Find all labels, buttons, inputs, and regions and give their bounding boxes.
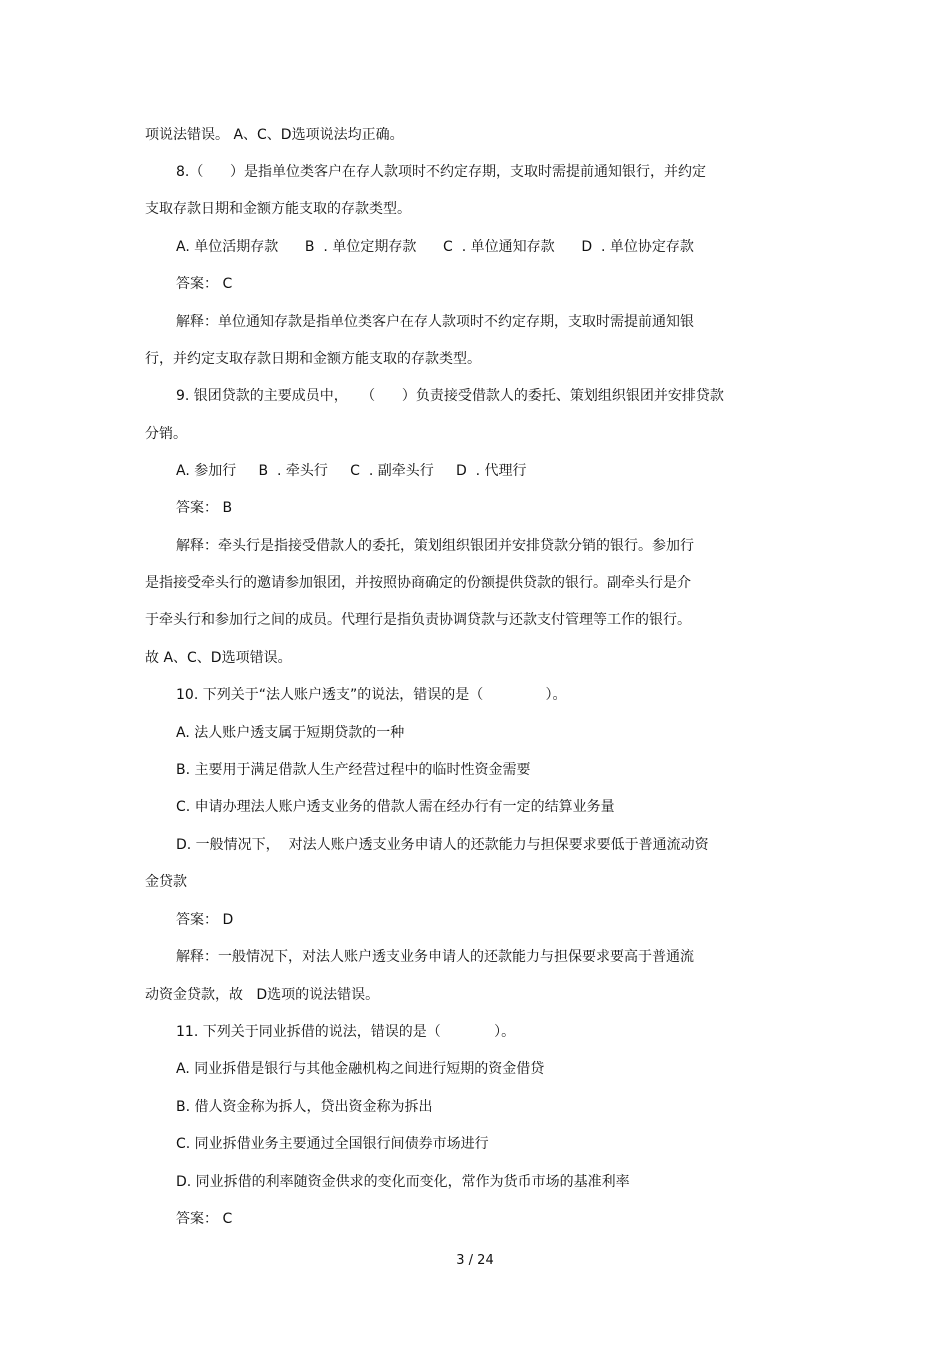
option-line: B. 主要用于满足借款人生产经营过程中的临时性资金需要	[176, 762, 531, 778]
answer-line: 答案： C	[176, 1211, 233, 1227]
question-9-text: 9. 银团贷款的主要成员中， （ ）负责接受借款人的委托、策划组织银团并安排贷款	[176, 388, 724, 404]
answer-line: 答案： B	[176, 500, 233, 516]
question-8-text: 8.（ ）是指单位类客户在存人款项时不约定存期，支取时需提前通知银行，并约定	[176, 164, 707, 180]
question-11-text: 11. 下列关于同业拆借的说法，错误的是（ ）。	[176, 1024, 516, 1040]
option-line: A. 法人账户透支属于短期贷款的一种	[176, 725, 405, 741]
question-9-options: A. 参加行 B . 牵头行 C . 副牵头行 D . 代理行	[176, 463, 527, 479]
text-line: 于牵头行和参加行之间的成员。代理行是指负责协调贷款与还款支付管理等工作的银行。	[145, 612, 691, 628]
text-line: 分销。	[145, 426, 187, 442]
answer-line: 答案： D	[176, 912, 234, 928]
text-line: 项说法错误。 A、C、D选项说法均正确。	[145, 127, 404, 143]
question-10-text: 10. 下列关于“法人账户透支”的说法，错误的是（ ）。	[176, 687, 567, 703]
option-line: B. 借人资金称为拆人，贷出资金称为拆出	[176, 1099, 433, 1115]
option-line: D. 一般情况下， 对法人账户透支业务申请人的还款能力与担保要求要低于普通流动资	[176, 837, 709, 853]
option-line: D. 同业拆借的利率随资金供求的变化而变化，常作为货币市场的基准利率	[176, 1174, 630, 1190]
text-line: 行，并约定支取存款日期和金额方能支取的存款类型。	[145, 351, 481, 367]
text-line: 支取存款日期和金额方能支取的存款类型。	[145, 201, 411, 217]
option-line: C. 同业拆借业务主要通过全国银行间债券市场进行	[176, 1136, 489, 1152]
explanation-line: 解释：一般情况下，对法人账户透支业务申请人的还款能力与担保要求要高于普通流	[176, 949, 694, 965]
explanation-line: 解释：牵头行是指接受借款人的委托，策划组织银团并安排贷款分销的银行。参加行	[176, 538, 694, 554]
explanation-line: 解释：单位通知存款是指单位类客户在存人款项时不约定存期，支取时需提前通知银	[176, 314, 694, 330]
text-line: 故 A、C、D选项错误。	[145, 650, 292, 666]
option-line: A. 同业拆借是银行与其他金融机构之间进行短期的资金借贷	[176, 1061, 545, 1077]
text-line: 是指接受牵头行的邀请参加银团，并按照协商确定的份额提供贷款的银行。副牵头行是介	[145, 575, 691, 591]
text-line: 金贷款	[145, 874, 187, 890]
option-line: C. 申请办理法人账户透支业务的借款人需在经办行有一定的结算业务量	[176, 799, 615, 815]
answer-line: 答案： C	[176, 276, 233, 292]
page-number: 3 / 24	[456, 1253, 494, 1268]
text-line: 动资金贷款，故 D选项的说法错误。	[145, 987, 380, 1003]
question-8-options: A. 单位活期存款 B . 单位定期存款 C . 单位通知存款 D . 单位协定存款	[176, 239, 694, 255]
